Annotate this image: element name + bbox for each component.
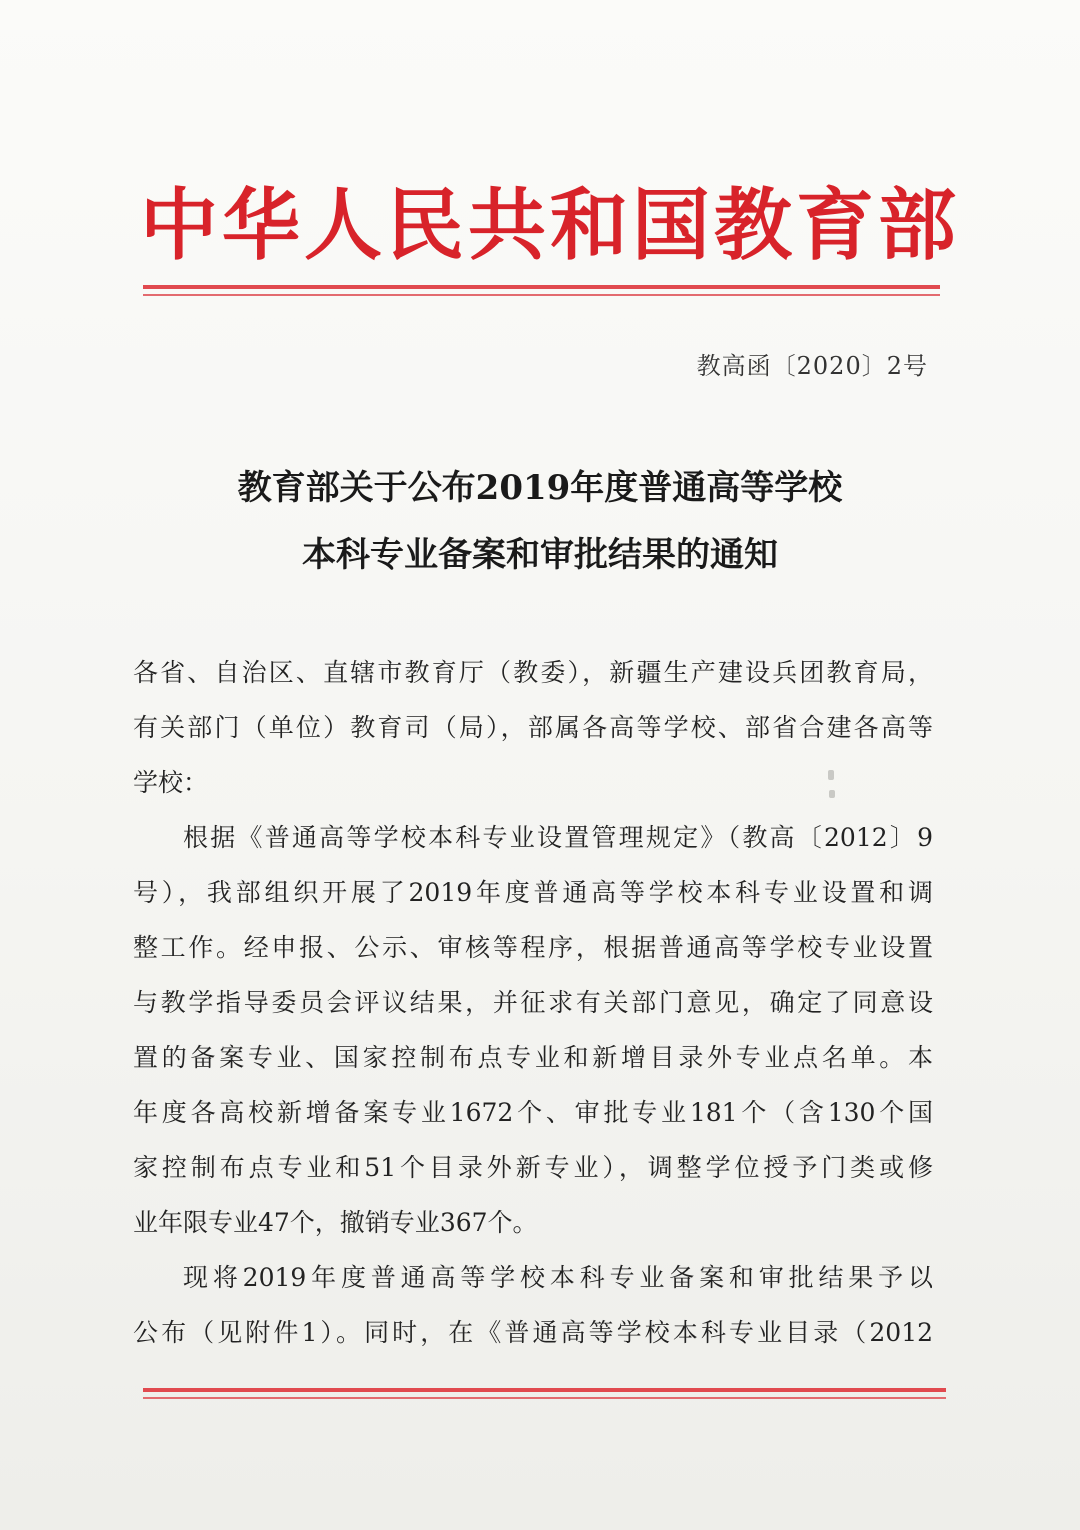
document-title-line-2: 本科专业备案和审批结果的通知: [302, 535, 778, 575]
body-line: 现将2019年度普通高等学校本科专业备案和审批结果予以: [183, 1263, 933, 1292]
footer-rule-thin: [143, 1397, 946, 1399]
body-line: 家控制布点专业和51个目录外新专业），调整学位授予门类或修: [133, 1153, 933, 1182]
body-line: 与教学指导委员会评议结果，并征求有关部门意见，确定了同意设: [133, 988, 933, 1017]
body-line: 年度各高校新增备案专业1672个、审批专业181个（含130个国: [133, 1098, 933, 1127]
header-rule-thick: [143, 285, 940, 289]
body-line: 置的备案专业、国家控制布点专业和新增目录外专业点名单。本: [133, 1043, 933, 1072]
document-number: 教高函〔2020〕2号: [696, 352, 928, 380]
body-line: 整工作。经申报、公示、审核等程序，根据普通高等学校专业设置: [133, 933, 933, 962]
paper-speck: [829, 790, 835, 798]
body-line: 各省、自治区、直辖市教育厅（教委），新疆生产建设兵团教育局，: [133, 658, 933, 687]
body-line: 有关部门（单位）教育司（局），部属各高等学校、部省合建各高等: [133, 713, 933, 742]
body-line: 根据《普通高等学校本科专业设置管理规定》（教高〔2012〕9: [183, 823, 933, 852]
body-line: 公布（见附件1）。同时，在《普通高等学校本科专业目录（2012: [133, 1318, 933, 1347]
footer-rule-thick: [143, 1388, 946, 1392]
body-line: 业年限专业47个，撤销专业367个。: [133, 1208, 538, 1237]
header-rule-thin: [143, 294, 940, 296]
ministry-header: 中华人民共和国教育部: [140, 180, 961, 271]
body-line: 学校：: [133, 768, 209, 797]
document-title-line-1: 教育部关于公布2019年度普通高等学校: [237, 468, 843, 508]
paper-speck: [828, 770, 834, 780]
body-line: 号），我部组织开展了2019年度普通高等学校本科专业设置和调: [133, 878, 933, 907]
